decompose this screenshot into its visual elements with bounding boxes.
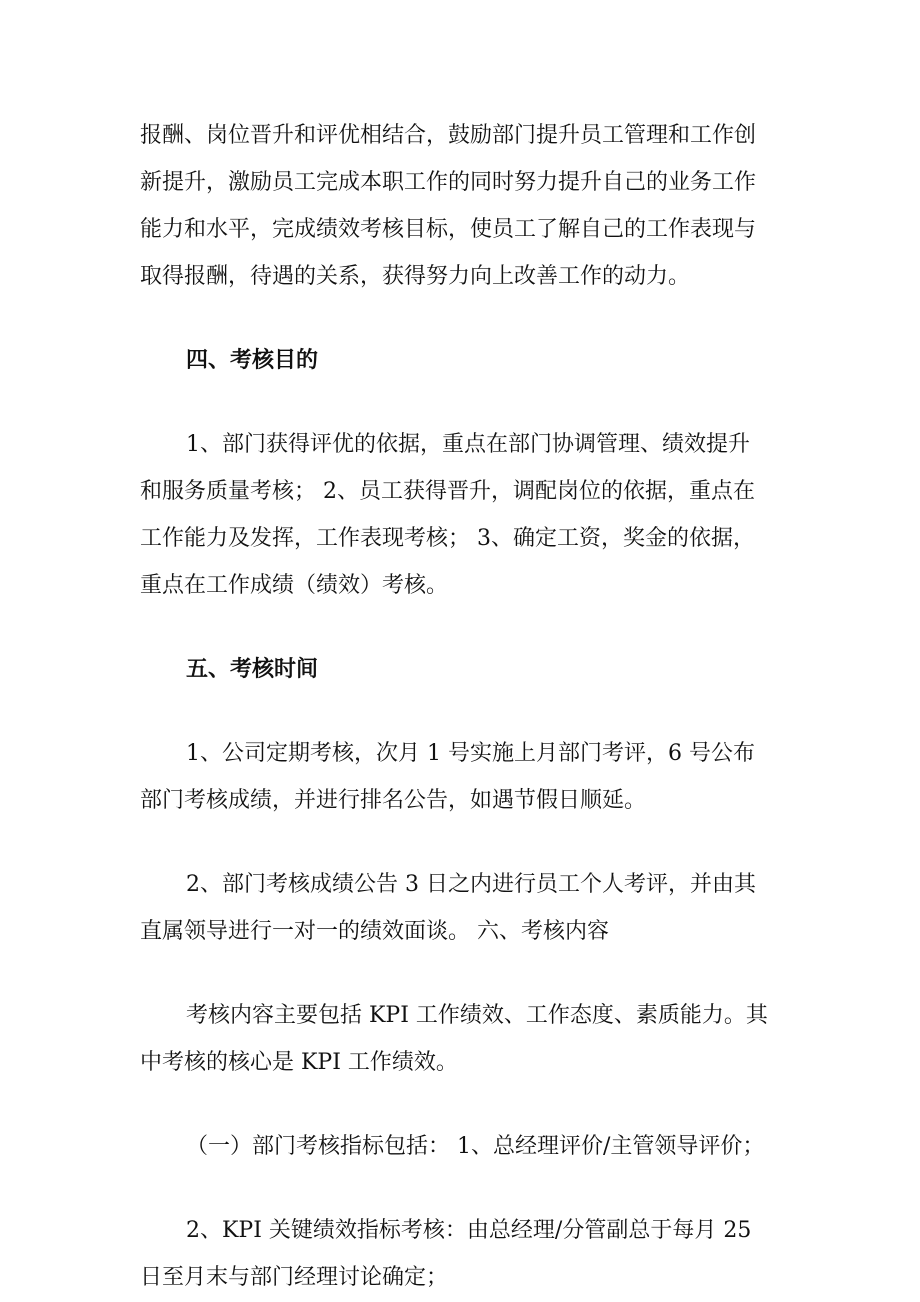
text-line: 考核内容主要包括 KPI 工作绩效、工作态度、素质能力。其 xyxy=(186,1003,768,1028)
paragraph-kpi xyxy=(140,1207,788,1301)
text-line: 直属领导进行一对一的绩效面谈。 六、考核内容 xyxy=(140,919,609,944)
text-line: （一）部门考核指标包括： 1、总经理评价/主管领导评价； xyxy=(186,1134,765,1159)
paragraph-intro xyxy=(140,112,788,300)
text-line: 1、部门获得评优的依据，重点在部门协调管理、绩效提升 xyxy=(186,432,750,457)
paragraph-content xyxy=(140,992,788,1086)
text-line: 1、公司定期考核，次月 1 号实施上月部门考评，6 号公布 xyxy=(186,741,755,766)
text-line: 取得报酬，待遇的关系，获得努力向上改善工作的动力。 xyxy=(140,264,691,289)
paragraph-time-2 xyxy=(140,861,788,955)
paragraph-time-1 xyxy=(140,730,788,824)
text-line: 工作能力及发挥，工作表现考核； 3、确定工资，奖金的依据， xyxy=(140,526,755,551)
text-line: 中考核的核心是 KPI 工作绩效。 xyxy=(140,1050,458,1075)
text-line: 和服务质量考核； 2、员工获得晋升，调配岗位的依据，重点在 xyxy=(140,479,755,504)
text-line: 部门考核成绩，并进行排名公告，如遇节假日顺延。 xyxy=(140,788,647,813)
text-line: 日至月末与部门经理讨论确定； xyxy=(140,1265,449,1290)
document-page xyxy=(140,112,788,1301)
text-line: 新提升，激励员工完成本职工作的同时努力提升自己的业务工作 xyxy=(140,170,757,195)
section-heading-assessment-purpose: 四、考核目的 xyxy=(186,347,319,373)
text-line: 2、KPI 关键绩效指标考核：由总经理/分管副总于每月 25 xyxy=(186,1218,752,1243)
text-line: 2、部门考核成绩公告 3 日之内进行员工个人考评，并由其 xyxy=(186,872,756,897)
text-line: 重点在工作成绩（绩效）考核。 xyxy=(140,573,449,598)
paragraph-dept-indicators xyxy=(140,1123,788,1170)
text-line: 报酬、岗位晋升和评优相结合，鼓励部门提升员工管理和工作创 xyxy=(140,123,757,148)
paragraph-purpose xyxy=(140,421,788,609)
text-line: 能力和水平，完成绩效考核目标，使员工了解自己的工作表现与 xyxy=(140,217,757,242)
section-heading-assessment-time: 五、考核时间 xyxy=(186,656,319,682)
